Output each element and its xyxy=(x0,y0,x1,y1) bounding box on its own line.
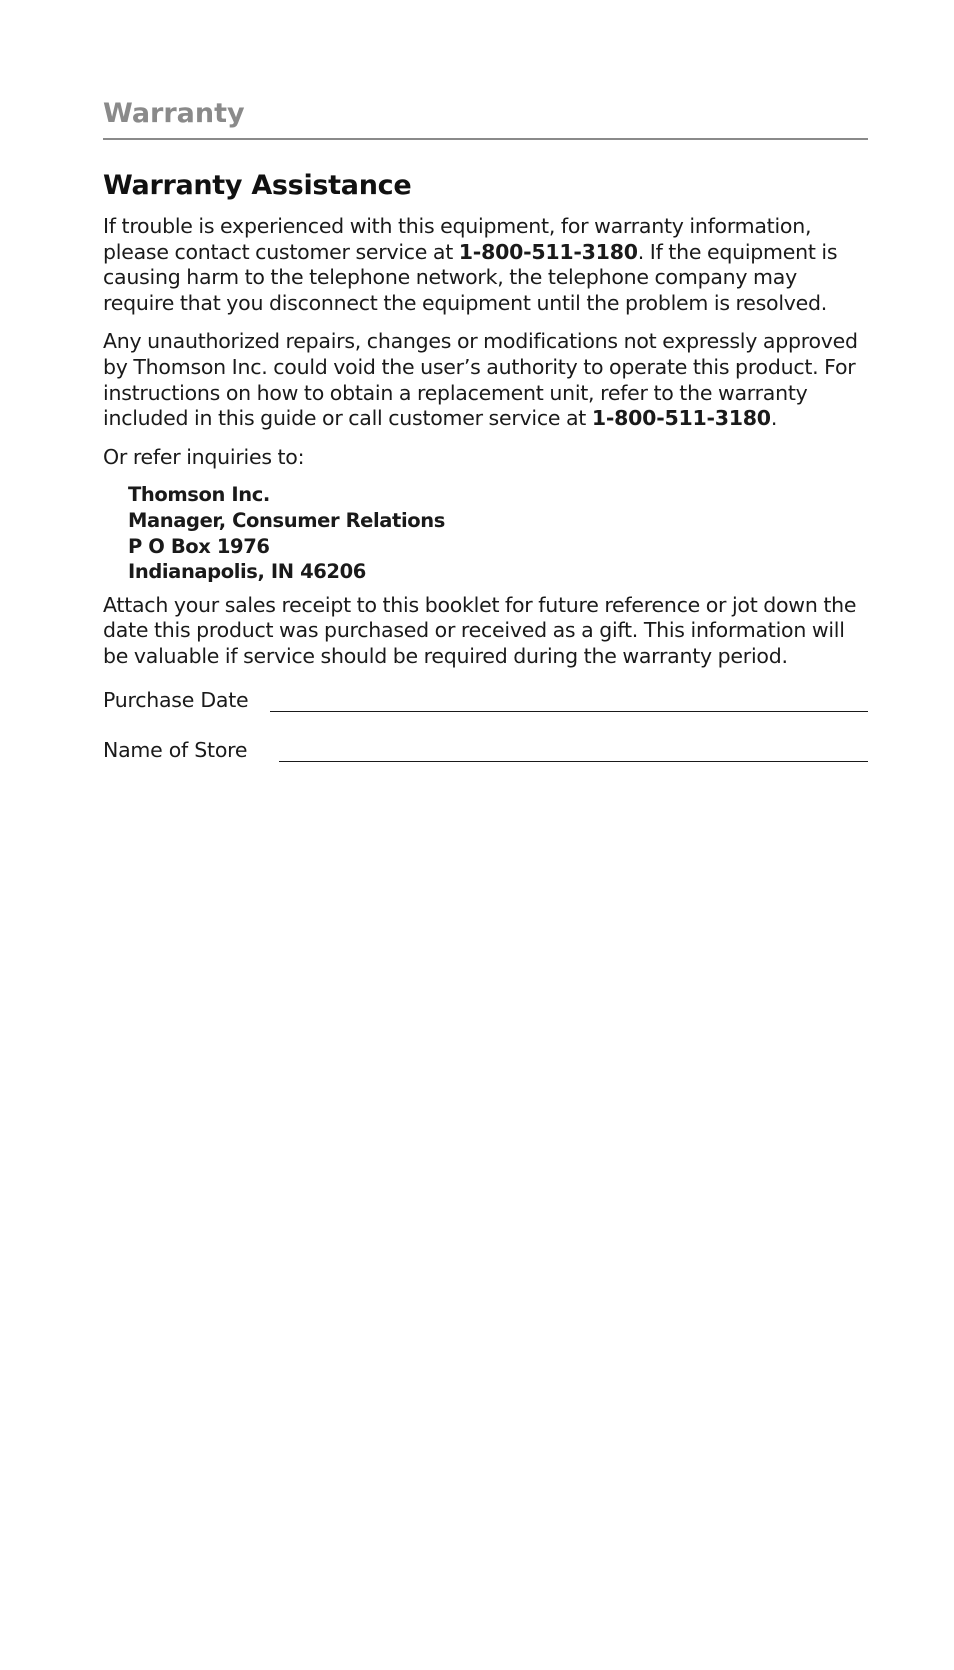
document-page xyxy=(103,96,868,764)
address-line-po-box: P O Box 1976 xyxy=(128,534,270,558)
purchase-date-blank-line xyxy=(270,710,868,712)
paragraph-text: . If the equipment is causing harm to the telephone network, the telephone company may require that you disconnect the equipment until the problem is resolved. xyxy=(103,239,838,315)
address-line-department: Manager, Consumer Relations xyxy=(128,508,445,532)
paragraph-sales-receipt: Attach your sales receipt to this booklet for future reference or jot down the date this product was purchased or received as a gift. This information will be valuable if service should be required during the warranty period. xyxy=(103,592,857,668)
address-line-company: Thomson Inc. xyxy=(128,483,270,507)
address-line-city: Indianapolis, IN 46206 xyxy=(128,560,366,584)
store-name-label: Name of Store xyxy=(103,737,248,762)
store-name-row xyxy=(103,734,868,764)
paragraph-warranty-contact xyxy=(103,214,868,316)
store-name-blank-line xyxy=(279,760,868,762)
paragraph-refer-inquiries: Or refer inquiries to: xyxy=(103,444,305,469)
mailing-address xyxy=(128,482,868,584)
running-header: Warranty xyxy=(103,96,868,140)
customer-service-phone: 1-800-511-3180 xyxy=(458,239,638,264)
paragraph-text: Any unauthorized repairs, changes or modifications not expressly approved by Thomson Inc. could void the user’s authority to operate this product. For instructions on how to obtain a replacement unit, refer to the warranty included in this guide or call customer service at xyxy=(103,329,858,431)
purchase-date-row xyxy=(103,684,868,714)
paragraph-text: If trouble is experienced with this equipment, for warranty information, please contact customer service at xyxy=(103,214,812,264)
purchase-date-label: Purchase Date xyxy=(103,687,249,712)
section-title: Warranty Assistance xyxy=(103,170,412,201)
paragraph-unauthorized-repairs xyxy=(103,329,868,431)
customer-service-phone: 1-800-511-3180 xyxy=(591,406,771,431)
paragraph-text: . xyxy=(770,406,778,431)
